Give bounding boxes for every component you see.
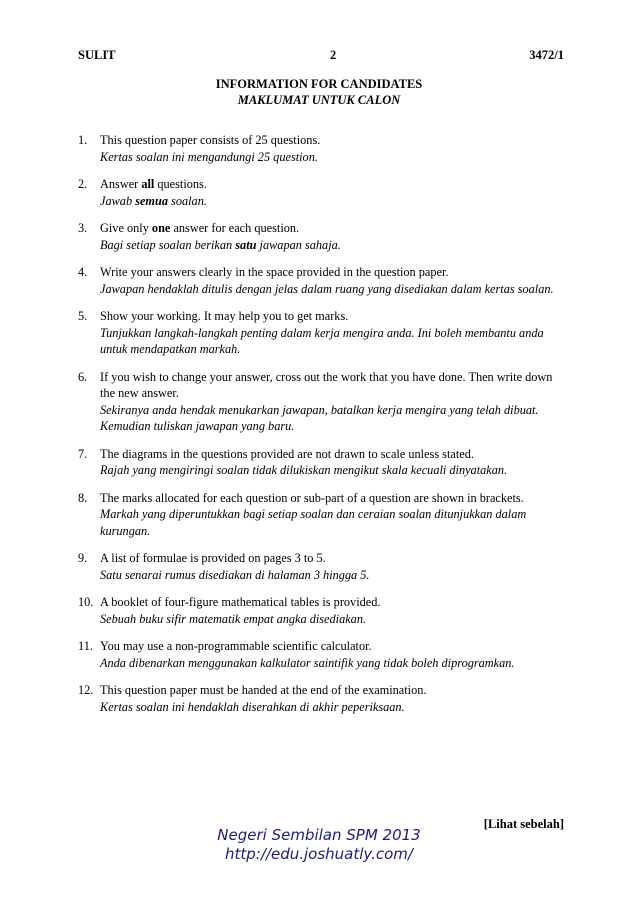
- emphasis: satu: [235, 237, 257, 252]
- emphasis: semua: [135, 193, 168, 208]
- item-english: A list of formulae is provided on pages 3 to 5.: [100, 551, 326, 565]
- instruction-item: [78, 132, 568, 165]
- item-english: The marks allocated for each question or sub-part of a question are shown in brackets.: [100, 490, 524, 505]
- item-number: 12.: [78, 683, 94, 697]
- item-malay: Kertas soalan ini mengandungi 25 question.: [100, 149, 318, 164]
- item-english: If you wish to change your answer, cross out the work that you have done. Then write down the new answer.: [100, 369, 553, 400]
- item-number: 6.: [78, 369, 88, 384]
- item-english: You may use a non-programmable scientific calculator.: [100, 639, 372, 653]
- credit-line-1: Negeri Sembilan SPM 2013: [217, 826, 421, 844]
- title-malay: MAKLUMAT UNTUK CALON: [237, 93, 401, 107]
- item-malay: Anda dibenarkan menggunakan kalkulator saintifik yang tidak boleh diprogramkan.: [100, 655, 515, 670]
- instruction-item: [78, 308, 568, 358]
- item-number: 3.: [78, 221, 88, 235]
- item-malay: Sekiranya anda hendak menukarkan jawapan, batalkan kerja mengira yang telah dibuat. Kemudian tuliskan jawapan yang baru.: [100, 402, 539, 433]
- text-run: Give only: [100, 221, 152, 235]
- text-run: Answer: [100, 177, 142, 191]
- page-header: [78, 48, 564, 64]
- item-english: [100, 176, 568, 193]
- item-english: A booklet of four-figure mathematical tables is provided.: [100, 595, 381, 609]
- instruction-item: [78, 550, 568, 583]
- instruction-list: [78, 132, 568, 726]
- confidential-label: SULIT: [78, 48, 116, 62]
- instruction-item: [78, 682, 568, 715]
- text-run: questions.: [154, 177, 207, 191]
- title-english: INFORMATION FOR CANDIDATES: [215, 77, 423, 91]
- instruction-item: [78, 369, 568, 435]
- item-malay: Tunjukkan langkah-langkah penting dalam kerja mengira anda. Ini boleh membantu anda untuk mendapatkan markah.: [100, 325, 544, 356]
- item-number: 5.: [78, 309, 88, 323]
- item-english: This question paper must be handed at the end of the examination.: [100, 683, 427, 697]
- credit-url[interactable]: http://edu.joshuatly.com/: [225, 845, 413, 863]
- item-malay: Kertas soalan ini hendaklah diserahkan di akhir peperiksaan.: [100, 699, 405, 714]
- item-malay: Rajah yang mengiringi soalan tidak dilukiskan mengikut skala kecuali dinyatakan.: [100, 463, 508, 477]
- item-number: 1.: [78, 133, 88, 147]
- item-english: Show your working. It may help you to get marks.: [100, 309, 349, 323]
- item-malay: Satu senarai rumus disediakan di halaman 3 hingga 5.: [100, 567, 370, 582]
- item-number: 9.: [78, 551, 88, 565]
- text-run: answer for each question.: [170, 221, 300, 235]
- item-english: [100, 220, 568, 237]
- page-number: 2: [330, 48, 337, 62]
- item-malay: Markah yang diperuntukkan bagi setiap soalan dan ceraian soalan ditunjukkan dalam kurungan.: [100, 507, 527, 538]
- emphasis: one: [151, 221, 171, 235]
- item-malay: [100, 193, 568, 210]
- item-english: This question paper consists of 25 questions.: [100, 133, 321, 147]
- turn-over-note: [Lihat sebelah]: [483, 817, 564, 831]
- item-number: 4.: [78, 265, 88, 279]
- page-title: [0, 76, 638, 108]
- instruction-item: [78, 264, 568, 297]
- instruction-item: [78, 638, 568, 671]
- instruction-item: [78, 220, 568, 253]
- item-english: The diagrams in the questions provided are not drawn to scale unless stated.: [100, 446, 474, 461]
- item-number: 8.: [78, 490, 88, 505]
- instruction-item: [78, 490, 568, 540]
- instruction-item: [78, 176, 568, 209]
- item-number: 10.: [78, 595, 94, 609]
- item-malay: [100, 237, 568, 254]
- instruction-item: [78, 446, 568, 479]
- paper-code: 3472/1: [529, 48, 564, 62]
- item-number: 7.: [78, 446, 88, 461]
- item-malay: Jawapan hendaklah ditulis dengan jelas dalam ruang yang disediakan dalam kertas soalan.: [100, 281, 554, 296]
- item-english: Write your answers clearly in the space provided in the question paper.: [100, 265, 449, 279]
- instruction-item: [78, 594, 568, 627]
- item-number: 2.: [78, 177, 88, 191]
- text-run: soalan.: [167, 193, 207, 208]
- text-run: Bagi setiap soalan berikan: [100, 237, 236, 252]
- text-run: jawapan sahaja.: [256, 237, 341, 252]
- item-malay: Sebuah buku sifir matematik empat angka disediakan.: [100, 611, 367, 626]
- text-run: Jawab: [100, 193, 136, 208]
- item-number: 11.: [78, 639, 93, 653]
- emphasis: all: [141, 177, 155, 191]
